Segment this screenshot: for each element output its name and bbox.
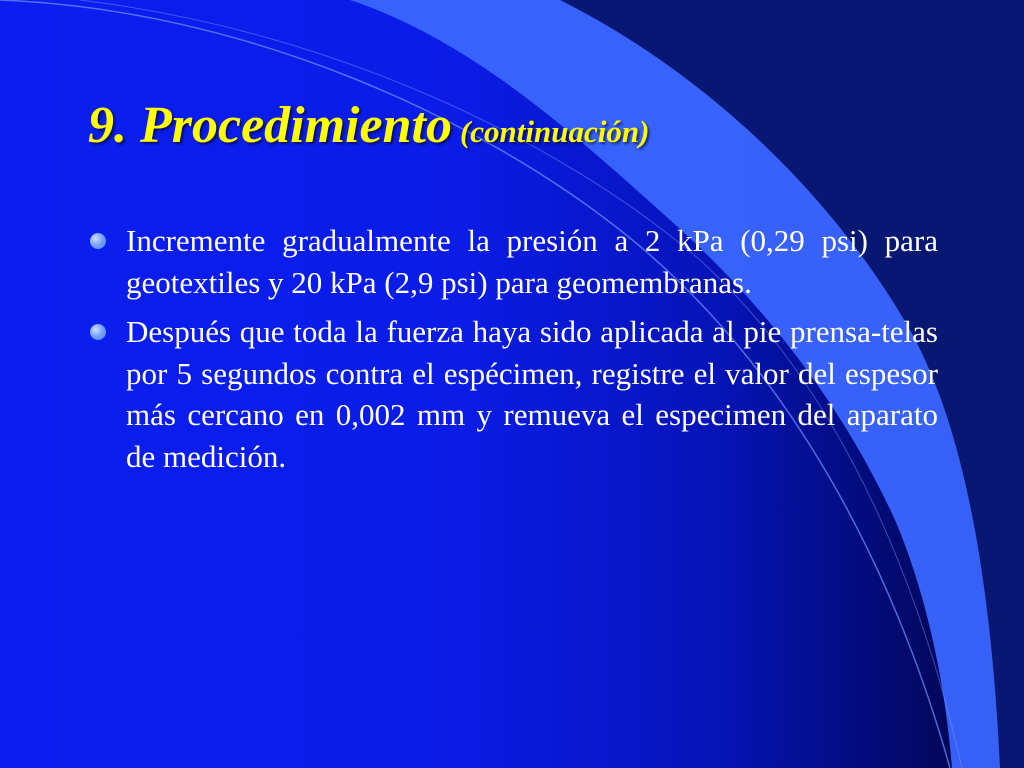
bullet-dot-icon: [90, 233, 106, 249]
bullet-text: Incremente gradualmente la presión a 2 kPa (0,29 psi) para geotextiles y 20 kPa (2,9 psi) para geomembranas.: [126, 223, 938, 300]
bullet-list: [88, 220, 938, 485]
slide-title: [88, 97, 650, 154]
bullet-item: [88, 220, 938, 303]
title-main: 9. Procedimiento: [88, 97, 452, 154]
bullet-dot-icon: [90, 324, 106, 340]
title-subtitle: (continuación): [459, 114, 650, 149]
bullet-text: Después que toda la fuerza haya sido aplicada al pie prensa-telas por 5 segundos contra el espécimen, registre el valor del espesor más cercano en 0,002 mm y remueva el especimen del aparato de medición.: [126, 314, 938, 474]
bullet-item: [88, 311, 938, 477]
